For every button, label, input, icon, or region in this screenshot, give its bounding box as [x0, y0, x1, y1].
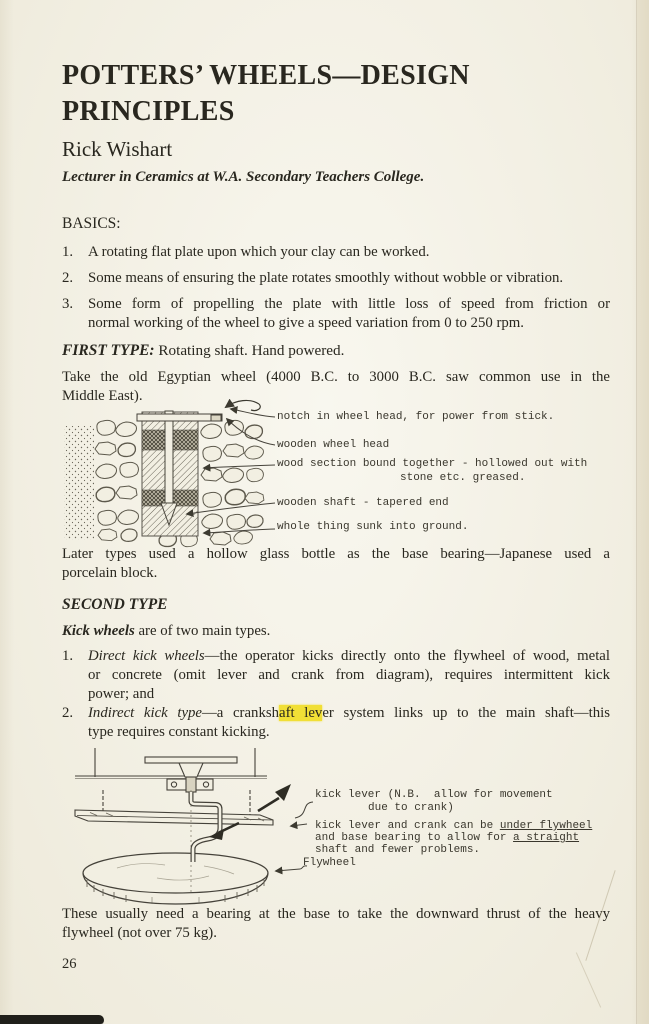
basics-heading: BASICS:: [62, 215, 121, 232]
list-item-text: A rotating flat plate upon which your clay can be worked.: [88, 244, 430, 260]
list-item-line: or concrete (omit lever and crank from diagram), requires intermittent kick: [88, 667, 610, 683]
closing-paragraph: [62, 905, 610, 943]
list-item-line: [88, 704, 610, 723]
list-item-line: normal working of the wheel to give a speed variation from 0 to 250 rpm.: [88, 315, 524, 331]
kick-lever-board: [75, 810, 273, 825]
wheel-head-bar: [137, 414, 222, 421]
paragraph-line: porcelain block.: [62, 565, 158, 581]
kick-wheels-intro: [62, 622, 270, 641]
list-item-text: Some means of ensuring the plate rotates smoothly without wobble or vibration.: [88, 270, 564, 286]
label-kick-lever-1: kick lever (N.B. allow for movement: [315, 789, 553, 801]
label-wood-section-2: stone etc. greased.: [400, 472, 526, 484]
list-marker: 1.: [62, 648, 74, 664]
highlighted-text: aft lev: [279, 705, 323, 721]
wheel-head-notch: [211, 415, 221, 421]
paragraph-line: Later types used a hollow glass bottle as the base bearing—Japanese used a: [62, 546, 610, 562]
label-notch: notch in wheel head, for power from stick.: [277, 411, 555, 423]
flywheel-disc: [83, 853, 268, 904]
wheel-head: [145, 757, 237, 763]
label-kick-lever-2: due to crank): [368, 802, 454, 814]
label-wheel-head: wooden wheel head: [277, 439, 390, 451]
kick-wheels-intro-rest: are of two main types.: [134, 623, 271, 639]
scan-edge-black-bar: [0, 1015, 104, 1024]
first-type-heading: [62, 341, 344, 360]
scan-crease-line: [636, 0, 637, 1024]
second-type-item-2: [62, 704, 610, 742]
crank-shaft: [191, 792, 220, 862]
label-wood-section: wood section bound together - hollowed out with: [277, 458, 588, 470]
first-type-heading-rest: Rotating shaft. Hand powered.: [154, 342, 345, 359]
page-title-line1: POTTERS’ WHEELS—DESIGN: [62, 60, 470, 91]
item-lead-italic: Indirect kick type: [88, 705, 202, 721]
kick-wheels-intro-italic: Kick wheels: [62, 623, 135, 639]
paragraph-line: flywheel (not over 75 kg).: [62, 925, 217, 941]
scan-crease-bottom-right-2: [576, 952, 601, 1007]
wheel-head-stem: [179, 763, 203, 777]
label-crank-line2: [315, 832, 579, 844]
item-text: —the operator kicks directly onto the flywheel of wood, metal: [204, 648, 610, 664]
label-text: and base bearing to allow for: [315, 832, 514, 844]
label-crank-line3: shaft and fewer problems.: [315, 844, 481, 856]
basics-item-1: [62, 243, 610, 262]
label-sunk: whole thing sunk into ground.: [277, 521, 469, 533]
label-underlined-text: a straight: [513, 832, 580, 844]
list-marker: 1.: [62, 244, 74, 260]
paragraph-line: Take the old Egyptian wheel (4000 B.C. to 3000 B.C. saw common use in the: [62, 369, 610, 385]
author-name: Rick Wishart: [62, 137, 173, 161]
bearing-hub: [186, 777, 196, 792]
basics-item-2: [62, 269, 610, 288]
basics-item-3: [62, 295, 610, 333]
list-item-line: type requires constant kicking.: [88, 724, 270, 740]
list-item-line: [88, 647, 610, 666]
scan-crease-band: [637, 0, 649, 1024]
item-text: —a cranksh: [202, 705, 280, 721]
list-marker: 3.: [62, 296, 74, 312]
label-underlined-text: under flywheel: [499, 820, 593, 832]
list-marker: 2.: [62, 270, 74, 286]
second-type-item-1: [62, 647, 610, 704]
item-text: er system links up to the main shaft—this: [322, 705, 610, 721]
first-type-heading-italic: FIRST TYPE:: [62, 342, 155, 359]
item-lead-italic: Direct kick wheels: [88, 648, 205, 664]
author-role: Lecturer in Ceramics at W.A. Secondary Teachers College.: [62, 169, 425, 185]
soil-stipple: [64, 426, 94, 540]
paragraph-line: Middle East).: [62, 388, 143, 404]
kick-motion-arrows: [209, 784, 313, 840]
list-item-line: power; and: [88, 686, 155, 702]
page-number: 26: [62, 956, 77, 972]
label-text: kick lever and crank can be: [315, 820, 500, 832]
second-type-heading: SECOND TYPE: [62, 596, 168, 613]
label-flywheel: Flywheel: [303, 857, 356, 869]
label-shaft: wooden shaft - tapered end: [277, 497, 449, 509]
paragraph-line: These usually need a bearing at the base to take the downward thrust of the heavy: [62, 906, 610, 922]
list-item-line: Some form of propelling the plate with little loss of speed from friction or: [88, 296, 610, 312]
list-marker: 2.: [62, 705, 74, 721]
page-title-line2: PRINCIPLES: [62, 96, 235, 127]
label-crank-line1: [315, 820, 592, 832]
later-types-paragraph: [62, 545, 610, 583]
